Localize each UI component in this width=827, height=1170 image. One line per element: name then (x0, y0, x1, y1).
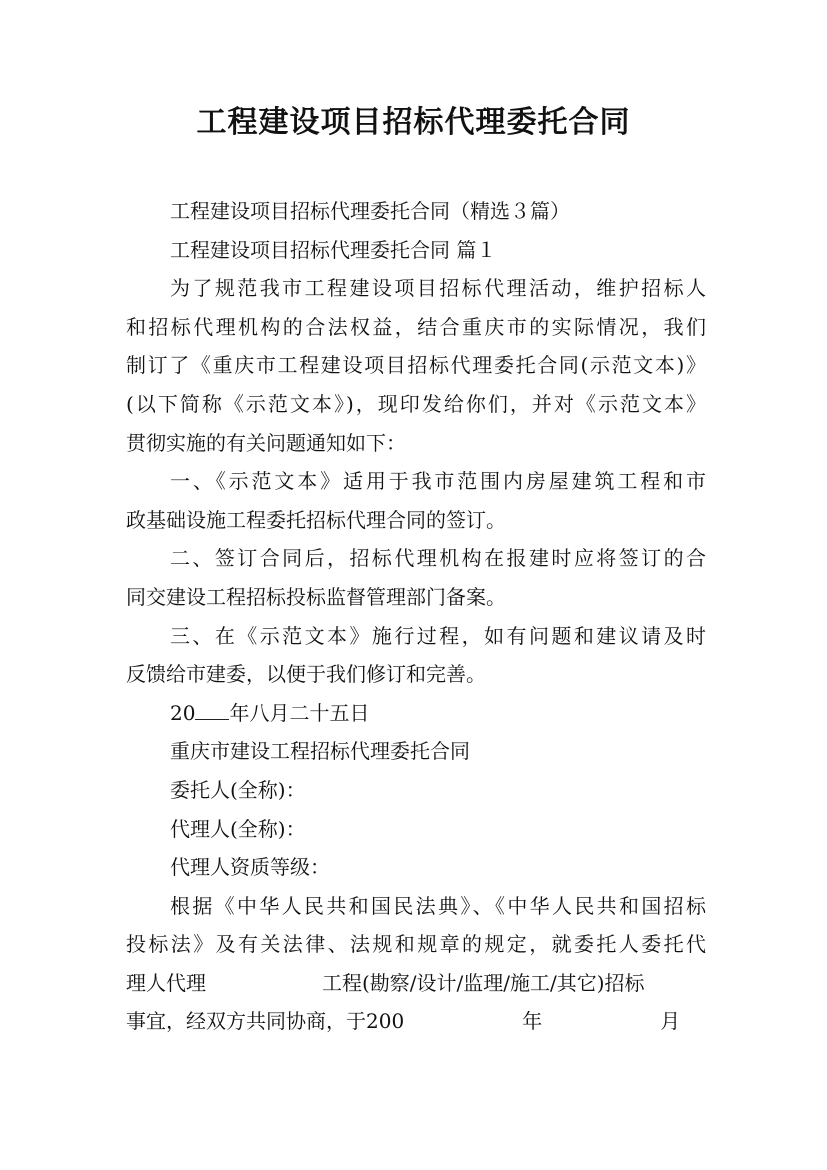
field-agent-name: 代理人(全称)： (170, 816, 306, 841)
paragraph-date (126, 694, 706, 733)
basis-line-4-year: 年 (522, 1009, 543, 1034)
paragraph-item-1-line-1: 一、《示范文本》适用于我市范围内房屋建筑工程和市 (170, 469, 706, 494)
basis-line-3-start: 理人代理 (126, 970, 206, 995)
document-body (126, 192, 706, 1041)
date-blank (195, 701, 229, 720)
basis-line-4-month: 月 (660, 1009, 681, 1034)
paragraph-subtitle: 工程建设项目招标代理委托合同（精选３篇） (170, 199, 570, 223)
paragraph-item-1-line-2: 政基础设施工程委托招标代理合同的签订。 (126, 507, 506, 532)
paragraph-intro-line-5: 贯彻实施的有关问题通知如下： (126, 430, 406, 455)
paragraph-basis-line-4 (126, 1002, 706, 1041)
paragraph-item-2-line-1: 二、签订合同后，招标代理机构在报建时应将签订的合 (170, 546, 706, 571)
field-client-name: 委托人(全称)： (170, 777, 306, 802)
basis-line-3-end: 工程(勘察/设计/监理/施工/其它)招标 (322, 970, 645, 995)
paragraph-intro-line-2: 和招标代理机构的合法权益，结合重庆市的实际情况，我们 (126, 314, 706, 339)
paragraph-intro-line-1: 为了规范我市工程建设项目招标代理活动，维护招标人 (170, 276, 706, 301)
field-agent-qualification: 代理人资质等级： (170, 855, 330, 880)
paragraph-intro-line-3: 制订了《重庆市工程建设项目招标代理委托合同(示范文本)》 (126, 353, 706, 378)
paragraph-intro-line-4: (以下简称《示范文本》)，现印发给你们，并对《示范文本》 (126, 391, 706, 416)
paragraph-contract-title: 重庆市建设工程招标代理委托合同 (170, 739, 470, 764)
paragraph-section-heading: 工程建设项目招标代理委托合同 篇１ (170, 237, 497, 262)
paragraph-item-3-line-2: 反馈给市建委，以便于我们修订和完善。 (126, 662, 486, 687)
paragraph-basis-line-3 (126, 964, 706, 1003)
paragraph-basis-line-1: 根据《中华人民共和国民法典》、《中华人民共和国招标 (170, 893, 706, 918)
date-year-prefix: 20 (170, 700, 196, 725)
paragraph-basis-line-2: 投标法》及有关法律、法规和规章的规定，就委托人委托代 (126, 932, 706, 957)
basis-line-4-start: 事宜，经双方共同协商，于200 (126, 1009, 405, 1034)
paragraph-item-3-line-1: 三、在《示范文本》施行过程，如有问题和建议请及时 (170, 623, 706, 648)
paragraph-item-2-line-2: 同交建设工程招标投标监督管理部门备案。 (126, 584, 506, 609)
date-suffix: 年八月二十五日 (229, 700, 370, 725)
document-title: 工程建设项目招标代理委托合同 (196, 105, 631, 140)
